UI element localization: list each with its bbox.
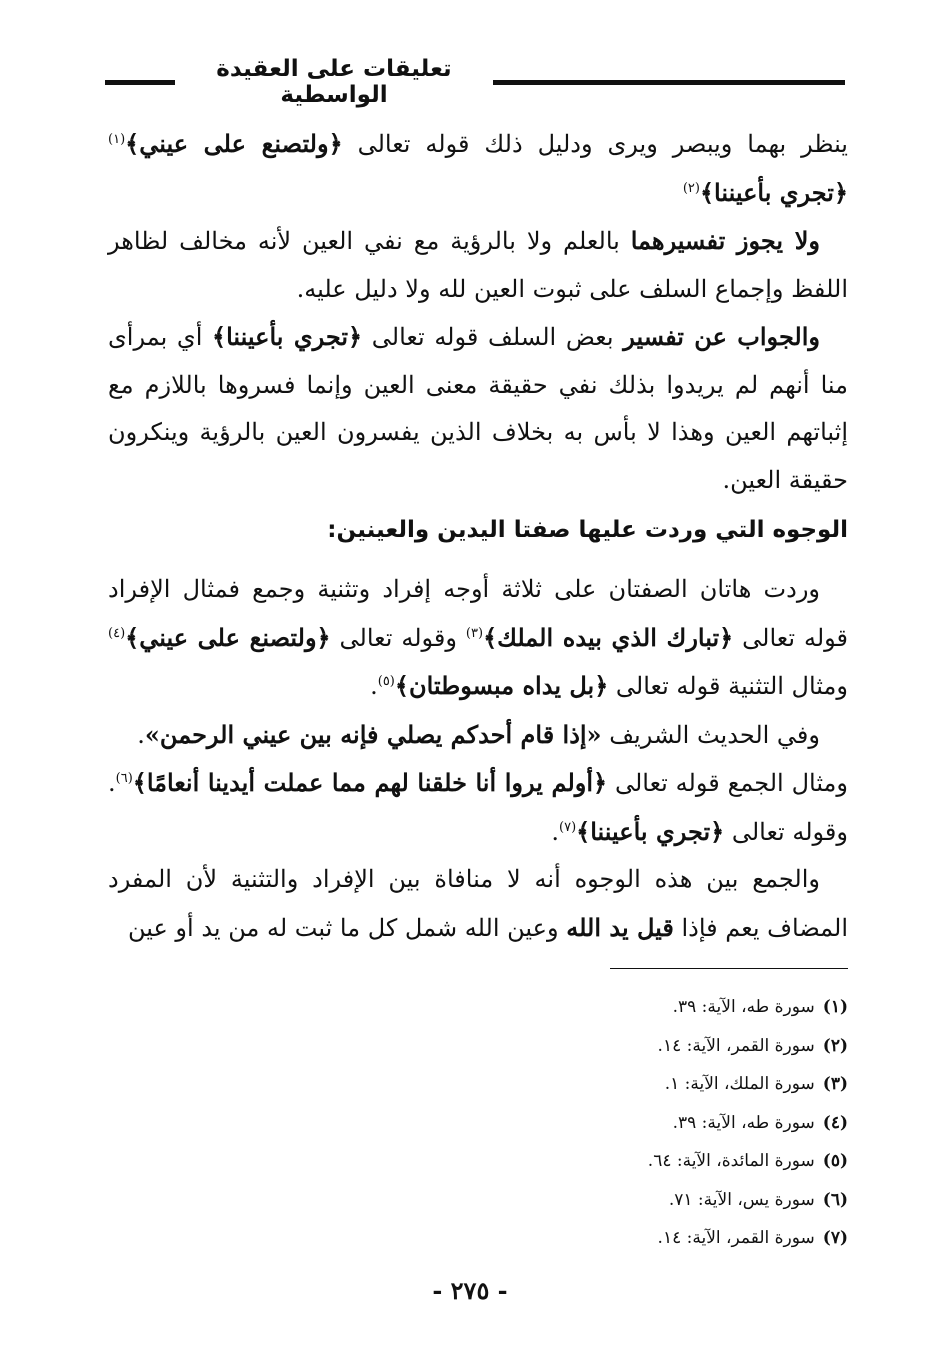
- footnote: [330, 1065, 848, 1104]
- paragraph-6: [108, 759, 848, 856]
- footnote: [330, 1027, 848, 1066]
- quran-quote: ﴿ولتصنع على عيني﴾: [125, 622, 331, 652]
- footnote-number: (١): [822, 997, 848, 1017]
- paragraph-text: وقوله تعالى: [330, 623, 466, 652]
- paragraph-text: أي بمرأى منا أنهم لم يريدوا بذلك نفي حقيقة معنى العين وإنما فسروها باللازم مع إثباتهم العين وهذا لا بأس به بخلاف الذين يفسرون العين بالرؤية وينكرون حقيقة العين.: [108, 323, 848, 494]
- footnote-text: سورة الملك، الآية: ١.: [664, 1074, 815, 1094]
- paragraph-text: وعين الله شمل كل ما ثبت له من يد أو عين: [127, 913, 567, 942]
- paragraph-4: [108, 566, 848, 711]
- footnote-ref: (٤): [108, 625, 126, 641]
- header-rule-right: [493, 80, 845, 85]
- bold-phrase: ولا يجوز تفسيرهما: [630, 226, 820, 255]
- header-title: تعليقات على العقيدة الواسطية: [216, 56, 452, 108]
- paragraph-1: [108, 120, 848, 217]
- hadith-quote: «إذا قام أحدكم يصلي فإنه بين عيني الرحمن»: [144, 719, 602, 749]
- page-number: - ٢٧٥ -: [432, 1276, 508, 1305]
- footnote-ref: (٣): [465, 625, 484, 641]
- footnote-text: سورة المائدة، الآية: ٦٤.: [647, 1151, 815, 1171]
- footnote-number: (٥): [822, 1151, 848, 1171]
- bold-phrase: والجواب عن تفسير: [623, 322, 821, 351]
- header-rule-left: [105, 80, 175, 85]
- footnote: [330, 1104, 848, 1143]
- paragraph-text: .: [551, 817, 560, 846]
- footnote-text: سورة القمر، الآية: ١٤.: [657, 1035, 815, 1056]
- footnote: [330, 1181, 848, 1220]
- footnote-text: سورة القمر، الآية: ١٤.: [657, 1228, 815, 1248]
- paragraph-text: ومثال الجمع قوله تعالى: [607, 769, 849, 797]
- paragraph-text: .: [370, 672, 378, 700]
- paragraph-5: [108, 711, 848, 760]
- footnote: [330, 988, 848, 1027]
- footnote-number: (٣): [822, 1074, 848, 1094]
- quran-quote: ﴿تجري بأعيننا﴾: [576, 816, 725, 846]
- footnote-number: (٦): [822, 1189, 848, 1210]
- paragraph-text: وفي الحديث الشريف: [601, 720, 820, 749]
- quran-quote: ﴿ولتصنع على عيني﴾: [125, 129, 343, 158]
- main-text: [108, 120, 848, 952]
- paragraph-text: والجمع بين هذه الوجوه أنه لا منافاة بين الإفراد والتثنية لأن المفرد المضاف يعم فإذا: [108, 865, 848, 942]
- quran-quote: ﴿بل يداه مبسوطتان﴾: [394, 671, 609, 700]
- bold-phrase: قيل يد الله: [566, 912, 674, 942]
- paragraph-text: وردت هاتان الصفتان على ثلاثة أوجه إفراد وتثنية وجمع فمثال الإفراد قوله تعالى: [108, 575, 849, 652]
- footnote-ref: (٧): [559, 819, 577, 835]
- footnote-number: (٢): [822, 1035, 848, 1056]
- footnote-ref: (٢): [682, 180, 700, 196]
- paragraph-text: ينظر بهما ويبصر ويرى ودليل ذلك قوله تعالى: [342, 130, 848, 158]
- section-title: الوجوه التي وردت عليها صفتا اليدين والعينين:: [327, 517, 848, 543]
- footnote-separator: [610, 968, 848, 969]
- quran-quote: ﴿تبارك الذي بيده الملك﴾: [483, 622, 734, 652]
- running-header: [105, 56, 845, 108]
- footnote-ref: (١): [108, 132, 126, 147]
- paragraph-text: ومثال التثنية قوله تعالى: [608, 672, 848, 700]
- footnote-text: سورة طه، الآية: ٣٩.: [672, 1112, 815, 1133]
- footnote-number: (٧): [822, 1228, 848, 1248]
- quran-quote: ﴿تجري بأعيننا﴾: [699, 177, 848, 207]
- paragraph-2: [108, 217, 848, 313]
- footnote-number: (٤): [822, 1112, 848, 1133]
- footnote: [330, 1142, 848, 1181]
- paragraph-text: . وقوله تعالى: [108, 769, 848, 846]
- footnote-ref: (٥): [377, 674, 395, 689]
- paragraph-text: بالعلم ولا بالرؤية مع نفي العين لأنه مخالف لظاهر اللفظ وإجماع السلف على ثبوت العين لله ولا دليل عليه.: [108, 227, 848, 303]
- footnote-text: سورة يس، الآية: ٧١.: [668, 1189, 815, 1210]
- paragraph-text: بعض السلف قوله تعالى: [362, 323, 624, 351]
- quran-quote: ﴿أولم يروا أنا خلقنا لهم مما عملت أيدينا أنعامًا﴾: [132, 768, 608, 797]
- footnotes: [330, 988, 848, 1258]
- footnote: [330, 1219, 848, 1258]
- quran-quote: ﴿تجري بأعيننا﴾: [212, 322, 363, 351]
- paragraph-7: [108, 856, 848, 952]
- footnote-text: سورة طه، الآية: ٣٩.: [672, 997, 815, 1017]
- paragraph-text: .: [137, 720, 145, 749]
- footnote-ref: (٦): [115, 771, 133, 786]
- paragraph-3: [108, 313, 848, 504]
